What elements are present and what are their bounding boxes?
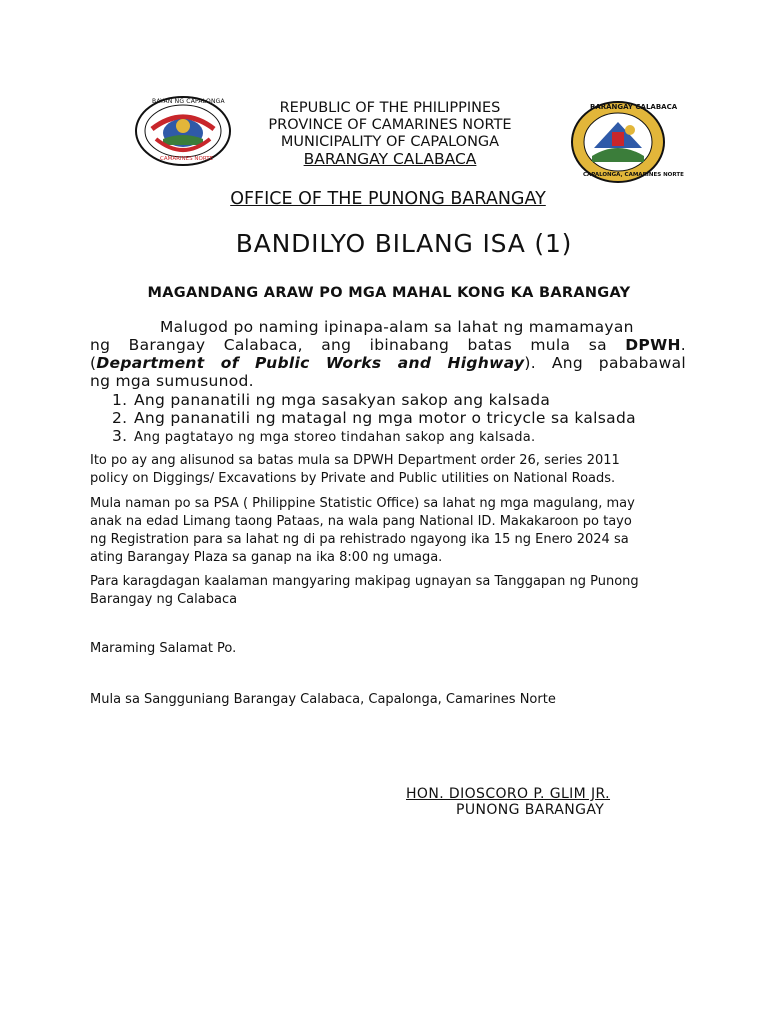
intro-line-3-end: ). Ang pababawal — [524, 354, 686, 372]
para2-line: anak na edad Limang taong Pataas, na wala pang National ID. Makakaroon po tayo — [90, 514, 632, 529]
header-municipality: MUNICIPALITY OF CAPALONGA — [280, 134, 500, 150]
intro-line-2-end: . — [680, 336, 686, 354]
para2-line: Mula naman po sa PSA ( Philippine Statistic Office) sa lahat ng mga magulang, may — [90, 496, 635, 511]
list-number: 1. — [112, 391, 128, 409]
dpwh-order-paragraph — [90, 452, 620, 488]
header-republic: REPUBLIC OF THE PHILIPPINES — [279, 100, 501, 116]
para2-line: ng Registration para sa lahat ng di pa rehistrado ngayong ika 15 ng Enero 2024 sa — [90, 532, 629, 547]
document-title: BANDILYO BILANG ISA (1) — [235, 229, 573, 258]
list-text: Ang pagtatayo ng mga storeo tindahan sakop ang kalsada. — [134, 430, 536, 445]
para3-line: Para karagdagan kaalaman mangyaring makipag ugnayan sa Tanggapan ng Punong — [90, 574, 639, 589]
signatory-name: HON. DIOSCORO P. GLIM JR. — [406, 786, 611, 802]
para2-line: ating Barangay Plaza sa ganap na ika 8:00 ng umaga. — [90, 550, 443, 565]
right-seal-bottom-text: CAPALONGA, CAMARINES NORTE — [583, 172, 684, 178]
intro-line-1: Malugod po naming ipinapa-alam sa lahat ng mamamayan — [160, 318, 634, 336]
intro-line-3-open: ( — [90, 354, 97, 372]
para3-line: Barangay ng Calabaca — [90, 592, 238, 607]
office-title: OFFICE OF THE PUNONG BARANGAY — [230, 189, 546, 209]
para1-line: Ito po ay ang alisunod sa batas mula sa DPWH Department order 26, series 2011 — [90, 453, 620, 468]
psa-paragraph — [90, 495, 635, 567]
signatory-position: PUNONG BARANGAY — [456, 802, 605, 818]
greeting: MAGANDANG ARAW PO MGA MAHAL KONG KA BARANGAY — [147, 285, 631, 301]
from-line: Mula sa Sangguniang Barangay Calabaca, Capalonga, Camarines Norte — [90, 692, 556, 707]
header-barangay: BARANGAY CALABACA — [303, 150, 477, 168]
list-text: Ang pananatili ng matagal ng mga motor o tricycle sa kalsada — [134, 409, 636, 427]
intro-line-3 — [90, 354, 686, 372]
left-seal-top-text: BAYAN NG CAPALONGA — [152, 98, 225, 105]
list-text: Ang pananatili ng mga sasakyan sakop ang kalsada — [134, 391, 551, 409]
intro-dpwh-full: Department of Public Works and Highway — [96, 354, 525, 372]
header-province: PROVINCE OF CAMARINES NORTE — [268, 117, 512, 133]
intro-line-2-text: ng Barangay Calabaca, ang ibinabang batas mula sa — [90, 336, 626, 354]
thanks-line: Maraming Salamat Po. — [90, 641, 237, 656]
intro-line-2 — [90, 336, 686, 354]
list-item — [112, 409, 636, 427]
intro-line-4: ng mga sumusunod. — [90, 372, 254, 390]
intro-paragraph — [90, 318, 686, 390]
contact-paragraph — [90, 573, 639, 609]
para1-line: policy on Diggings/ Excavations by Private and Public utilities on National Roads. — [90, 471, 616, 486]
list-item — [112, 427, 535, 448]
list-item — [112, 391, 550, 409]
list-number: 3. — [112, 427, 128, 445]
list-number: 2. — [112, 409, 128, 427]
left-seal-bottom-text: CAMARINES NORTE — [160, 156, 214, 162]
intro-dpwh: DPWH — [625, 336, 681, 354]
right-seal-top-text: BARANGAY CALABACA — [590, 103, 678, 111]
